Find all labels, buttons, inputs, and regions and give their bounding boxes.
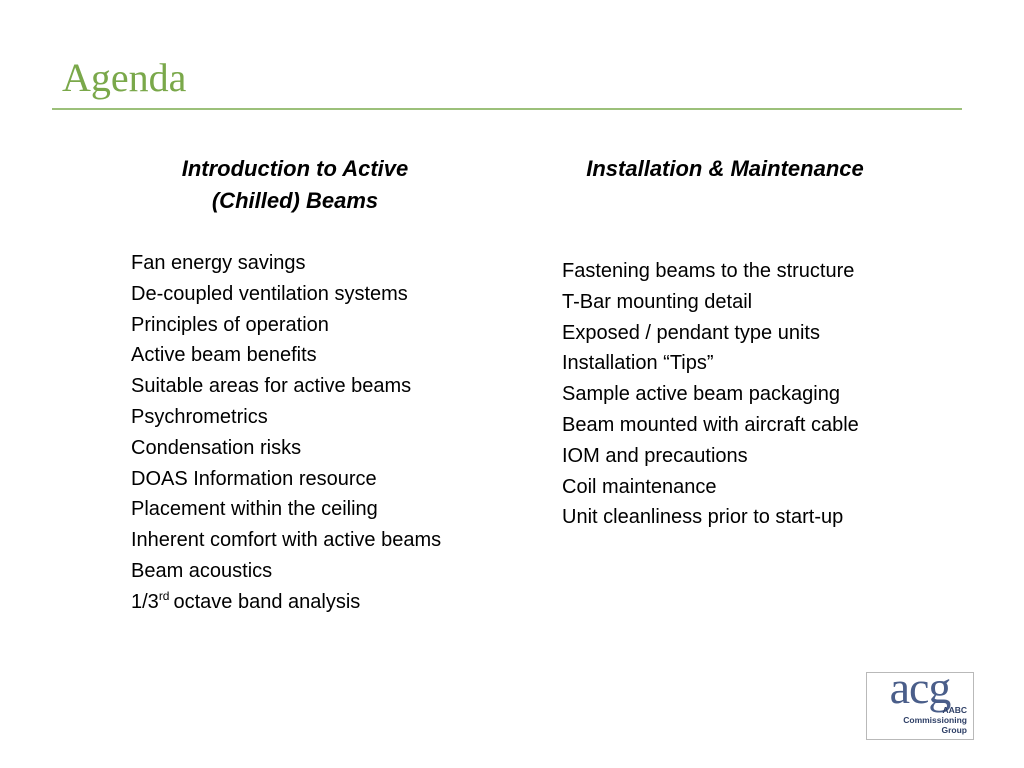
installation-topic-item: Beam mounted with aircraft cable [562,413,859,436]
intro-topic-item: Fan energy savings [131,252,306,274]
installation-topic-list [562,256,859,533]
intro-topic-item: Psychrometrics [131,405,268,428]
intro-topic-item: Inherent comfort with active beams [131,529,442,552]
acg-logo-mark: acg [889,662,951,713]
installation-topic-item: Unit cleanliness prior to start-up [562,506,844,529]
intro-topic-item: Beam acoustics [131,559,273,582]
intro-topic-item: Suitable areas for active beams [131,375,412,398]
installation-topic-item: T-Bar mounting detail [562,290,753,313]
intro-topic-item-octave-band [131,587,441,618]
installation-topic-item: Sample active beam packaging [562,383,840,406]
acg-logo-text [903,705,967,735]
installation-topic-item: Exposed / pendant type units [562,321,820,344]
slide-title: Agenda [62,55,187,100]
logo-line-group: Group [941,725,967,735]
intro-topic-item: DOAS Information resource [131,467,377,490]
octave-label: octave band analysis [173,590,361,613]
intro-column-heading [130,153,460,217]
intro-topic-list [131,248,441,618]
installation-topic-item: IOM and precautions [562,444,748,467]
ordinal-superscript: rd [158,588,170,603]
installation-heading-text: Installation & Maintenance [586,156,864,181]
installation-column-heading [540,153,910,185]
intro-topic-item: De-coupled ventilation systems [131,282,408,305]
intro-heading-line-2: (Chilled) Beams [211,188,379,213]
intro-topic-item: Condensation risks [131,436,302,459]
intro-topic-item: Placement within the ceiling [131,498,378,521]
intro-heading-line-1: Introduction to Active [181,156,409,181]
title-divider [52,108,962,110]
installation-topic-item: Coil maintenance [562,475,717,498]
acg-logo [866,662,974,740]
intro-topic-item: Active beam benefits [131,344,317,367]
installation-topic-item: Installation “Tips” [562,352,714,375]
logo-line-commissioning: Commissioning [903,715,967,725]
logo-line-aabc: AABC [942,705,967,715]
intro-topic-item: Principles of operation [131,313,329,336]
octave-fraction: 1/3 [131,590,159,613]
installation-topic-item: Fastening beams to the structure [562,260,855,282]
